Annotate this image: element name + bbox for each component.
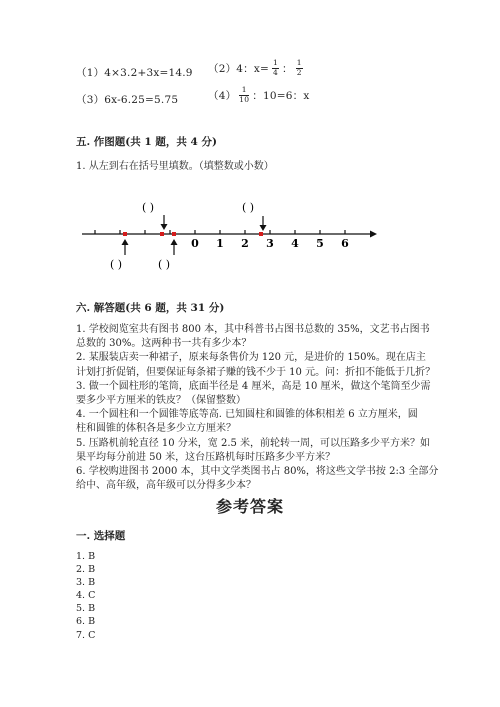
axis-arrow-icon (370, 231, 377, 238)
equation-4-prefix: （4） (208, 89, 237, 102)
marked-point (172, 232, 176, 236)
section-5-heading: 五. 作图题(共 1 题，共 4 分) (76, 136, 217, 148)
tick-label-3: 3 (266, 237, 274, 250)
equation-3: （3）6x-6.25=5.75 (76, 94, 179, 106)
answers-section-1-heading: 一. 选择题 (76, 530, 126, 542)
number-line-figure (76, 195, 386, 278)
answer-item: 5. B (76, 603, 96, 615)
section-5-instruction: 1. 从左到右在括号里填数。（填整数或小数） (76, 161, 274, 172)
tick-marks (95, 230, 345, 234)
question-line: 给中、高年级，高年级可以分得多少本？ (76, 480, 256, 492)
question-line: 果平均每分前进 50 米，这台压路机每时压路多少平方米？ (76, 451, 336, 463)
tick-label-2: 2 (241, 237, 249, 250)
question-line: 5. 压路机前轮直径 10 分米，宽 2.5 米，前轮转一周，可以压路多少平方米？如 (76, 437, 431, 449)
equation-2-prefix: （2）4：x= (208, 62, 269, 75)
blank-bottom-2: ( ) (158, 258, 171, 271)
blank-top-1: ( ) (142, 201, 155, 214)
equation-4-suffix: ：10=6：x (252, 89, 310, 102)
tick-label-1: 1 (216, 237, 224, 250)
question-line: 计划打折促销，但要保证每条裙子赚的钱不少于 10 元。问：折扣不能低于几折？ (76, 366, 436, 378)
down-arrow-icon (161, 215, 168, 230)
marked-point (160, 232, 164, 236)
question-line: 总数的 30%。这两种书一共有多少本？ (76, 338, 252, 350)
question-line: 要多少平方厘米的铁皮？（保留整数） (76, 395, 246, 407)
equation-2 (208, 59, 306, 77)
marked-point (259, 232, 263, 236)
fraction-one-quarter (272, 59, 279, 77)
answer-item: 2. B (76, 564, 96, 576)
answers-list (76, 550, 95, 642)
question-line: 4. 一个圆柱和一个圆锥等底等高. 已知圆柱和圆锥的体积相差 6 立方厘米，圆 (76, 409, 418, 421)
question-line: 3. 做一个圆柱形的笔筒，底面半径是 4 厘米，高是 10 厘米，做这个笔筒至少需 (76, 380, 431, 392)
fraction-numerator: 1 (296, 58, 302, 67)
answer-item: 6. B (76, 616, 96, 628)
tick-label-4: 4 (291, 237, 299, 250)
fraction-numerator: 1 (241, 85, 247, 94)
equation-4 (208, 86, 309, 104)
blank-top-2: ( ) (242, 201, 255, 214)
fraction-denominator: 10 (239, 95, 250, 104)
equation-1: （1）4×3.2+3x=14.9 (76, 67, 193, 79)
fraction-one-tenth (239, 86, 249, 104)
question-line: 6. 学校购进图书 2000 本，其中文学类图书占 80%，将这些文学书按 2:3 全部分 (76, 466, 439, 478)
blank-bottom-1: ( ) (110, 258, 123, 271)
fraction-one-half (296, 59, 303, 77)
answers-title: 参考答案 (215, 497, 284, 516)
answer-item: 3. B (76, 577, 96, 589)
number-line-svg (76, 195, 386, 275)
marked-point (123, 232, 127, 236)
section-6-body (76, 323, 438, 493)
question-line: 柱和圆锥的体积各是多少立方厘米？ (76, 423, 236, 435)
fraction-denominator: 2 (296, 68, 302, 77)
fraction-denominator: 4 (272, 68, 278, 77)
answer-item: 7. C (76, 629, 96, 641)
up-arrow-icon (171, 239, 178, 255)
equation-2-colon: ： (281, 62, 293, 75)
answer-item: 4. C (76, 590, 96, 602)
up-arrow-icon (122, 239, 129, 255)
fraction-numerator: 1 (272, 58, 278, 67)
tick-label-5: 5 (316, 237, 324, 250)
question-line: 1. 学校阅览室共有图书 800 本，其中科普书占图书总数的 35%，文艺书占图书 (76, 324, 430, 335)
tick-label-0: 0 (191, 237, 199, 250)
section-6-heading: 六. 解答题(共 6 题，共 31 分) (76, 302, 225, 314)
question-line: 2. 某服装店卖一种裙子，原来每条售价为 120 元，是进价的 150%。现在店主 (76, 352, 426, 364)
answer-item: 1. B (76, 551, 96, 562)
down-arrow-icon (260, 216, 267, 231)
tick-label-6: 6 (341, 237, 349, 250)
